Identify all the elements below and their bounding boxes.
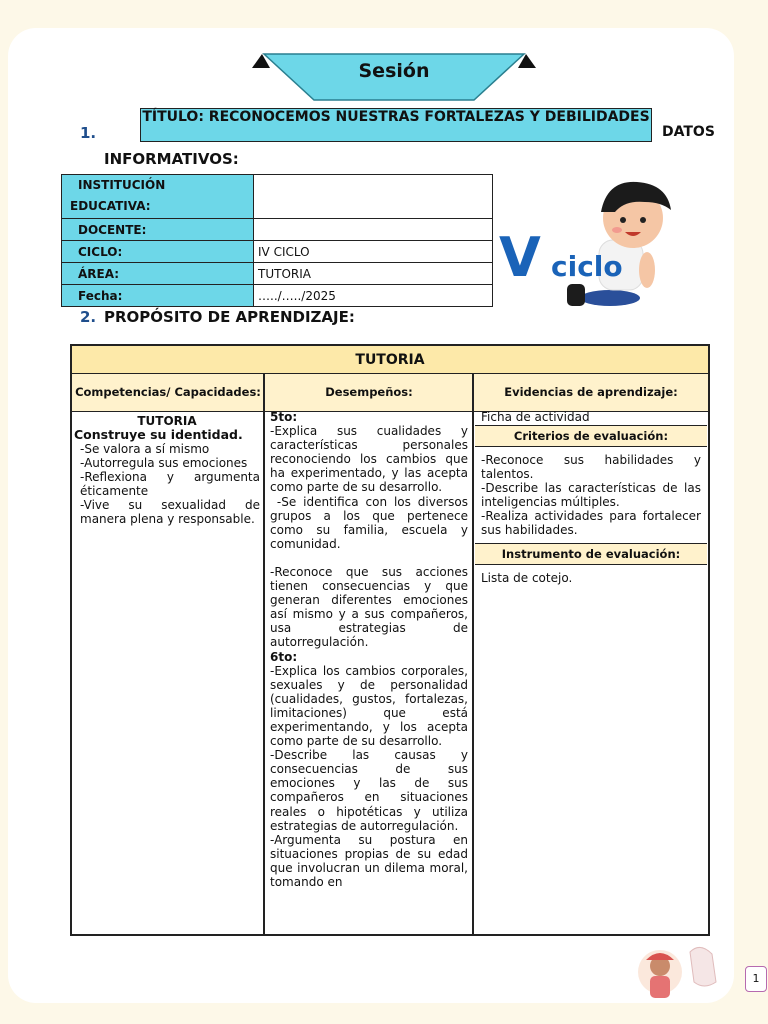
info-row — [62, 263, 493, 285]
desempeno-item: -Explica sus cualidades y características personales reconociendo los cambios que ha experimentado, y las acepta como parte de su desarrollo. — [270, 424, 468, 495]
info-row — [62, 285, 493, 307]
info-value: …../…../2025 — [254, 285, 493, 307]
desempeno-item: -Describe las causas y consecuencias de sus emociones y las de sus compañeros en situaciones reales o hipotéticas y utiliza estrategias de autorregulación. — [270, 748, 468, 833]
column-divider — [263, 374, 265, 934]
capacidad-item: -Autorregula sus emociones — [80, 456, 248, 470]
section-number-2: 2. — [80, 308, 97, 326]
desempeno-item: -Explica los cambios corporales, sexuales y de personalidad (cualidades, gustos, fortalezas, limitaciones) que está experimentando, y los acepta como parte de su desarrollo. — [270, 663, 468, 749]
badge-ciclo: ciclo — [551, 250, 623, 283]
background-strip — [145, 0, 768, 30]
info-label-text: DOCENTE: — [78, 222, 147, 237]
col-header-desempenos: Desempeños: — [325, 384, 413, 399]
info-value — [254, 175, 493, 219]
desempeno-item: -Se identifica con los diversos grupos a los que pertenece como su familia, escuela y comunidad. — [270, 494, 472, 551]
criterio-item: -Describe las características de las inteligencias múltiples. — [481, 481, 701, 509]
page-title: Sesión — [358, 60, 430, 82]
info-label — [62, 241, 254, 263]
grade-label: 5to: — [270, 410, 298, 424]
info-label-text: CICLO: — [78, 244, 123, 259]
info-label-text: ÁREA: — [78, 266, 120, 281]
desempenos-cell — [270, 410, 472, 889]
page-number: 1 — [745, 966, 767, 992]
kids-illustration — [620, 942, 728, 1002]
info-table — [61, 174, 493, 307]
table-area-title: TUTORIA — [72, 346, 708, 374]
info-label — [62, 285, 254, 307]
competencia-name: Construye su identidad. — [74, 427, 243, 442]
instrumento-header: Instrumento de evaluación: — [475, 544, 707, 565]
v-ciclo-badge — [495, 172, 685, 312]
datos-label: DATOS — [662, 124, 715, 140]
info-label — [62, 263, 254, 285]
grade-label: 6to: — [270, 649, 298, 664]
section-number-1: 1. — [80, 124, 97, 142]
info-label-text: Fecha: — [78, 288, 123, 303]
info-value: TUTORIA — [254, 263, 493, 285]
info-label — [62, 175, 254, 219]
instrumento-value: Lista de cotejo. — [481, 571, 573, 585]
info-label-text: INSTITUCIÓN EDUCATIVA: — [70, 178, 166, 213]
learning-table — [70, 344, 710, 936]
title-banner — [252, 52, 536, 102]
badge-v: V — [499, 226, 541, 289]
competencia-area: TUTORIA — [137, 414, 197, 428]
info-value — [254, 219, 493, 241]
col-header-evidencias: Evidencias de aprendizaje: — [504, 384, 678, 399]
table-column-headers — [72, 374, 708, 412]
info-row — [62, 241, 493, 263]
desempeno-item: -Argumenta su postura en situaciones propias de su edad que involucran un dilema moral, tomando en — [270, 832, 468, 889]
info-row — [62, 219, 493, 241]
evidencias-cell — [475, 410, 707, 585]
criterios-header: Criterios de evaluación: — [475, 426, 707, 447]
criterio-item: -Reconoce sus habilidades y talentos. — [481, 453, 701, 481]
competencias-cell — [74, 414, 260, 526]
evidencia-value: Ficha de actividad — [475, 410, 707, 426]
info-label — [62, 219, 254, 241]
desempeno-item: -Reconoce que sus acciones tienen consecuencias y que generan diferentes emociones así mismo y a sus compañeros, usa estrategias de autorregulación. — [270, 564, 468, 650]
informativos-label: INFORMATIVOS: — [104, 150, 239, 168]
capacidad-item: -Se valora a sí mismo — [80, 442, 210, 456]
info-row — [62, 175, 493, 219]
criterio-item: -Realiza actividades para fortalecer sus habilidades. — [475, 509, 707, 544]
column-divider — [472, 374, 474, 934]
capacidad-item: -Reflexiona y argumenta éticamente — [80, 470, 260, 498]
titulo-box: TÍTULO: RECONOCEMOS NUESTRAS FORTALEZAS Y DEBILIDADES — [140, 108, 652, 142]
info-value: IV CICLO — [254, 241, 493, 263]
capacidad-item: -Vive su sexualidad de manera plena y responsable. — [80, 498, 260, 526]
proposito-label: PROPÓSITO DE APRENDIZAJE: — [104, 308, 355, 326]
col-header-competencias: Competencias/ Capacidades: — [75, 384, 261, 399]
